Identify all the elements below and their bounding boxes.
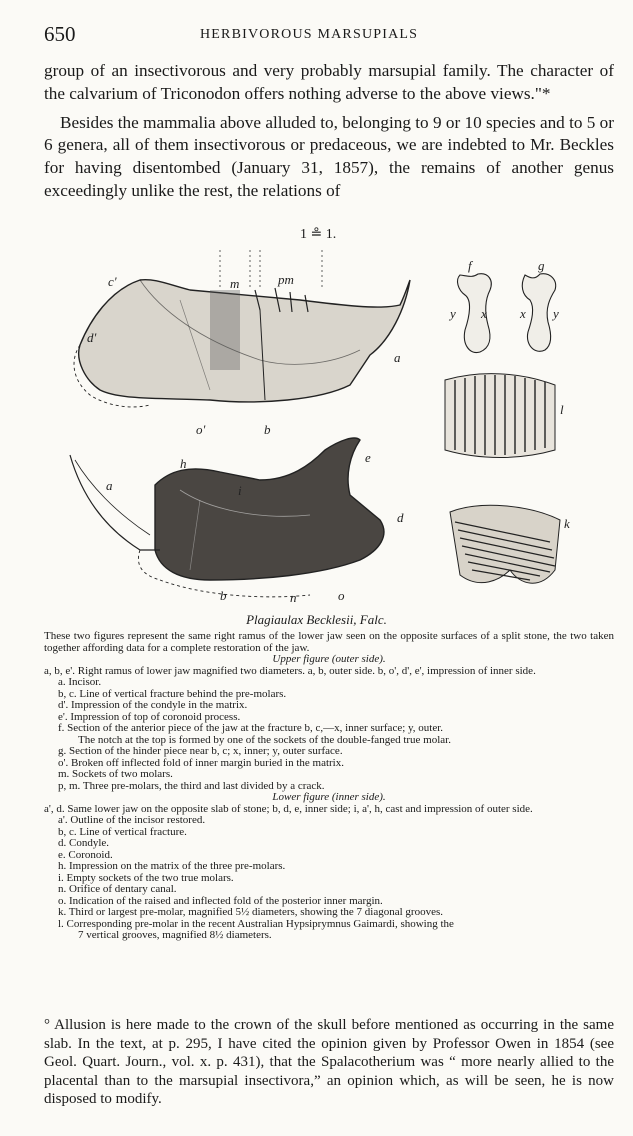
legend-item: 7 vertical grooves, magnified 8½ diameters.: [78, 929, 272, 941]
legend-item: e. Coronoid.: [58, 848, 113, 861]
label-pm: pm: [278, 272, 294, 287]
legend-item: m. Sockets of two molars.: [58, 768, 173, 780]
label-o: o: [338, 588, 345, 603]
label-f: f: [468, 258, 472, 273]
legend-item: a. Incisor.: [58, 676, 102, 688]
legend-item: l. Corresponding pre-molar in the recent Australian Hypsiprymnus Gaimardi, showing the: [58, 917, 454, 930]
label-x-1: x: [481, 306, 487, 321]
label-e: e: [365, 450, 371, 465]
legend-item: b, c. Line of vertical fracture.: [58, 825, 187, 838]
label-d: d: [397, 510, 404, 525]
label-m: m: [230, 276, 240, 291]
label-b-lower: b: [220, 588, 227, 603]
legend-item: i. Empty sockets of the two true molars.: [58, 871, 234, 884]
label-i: i: [238, 483, 242, 498]
body-text: [44, 60, 614, 203]
section-diagrams: [458, 274, 556, 353]
label-n: n: [290, 590, 297, 605]
legend-item: o. Indication of the raised and inflected fold of the posterior inner margin.: [58, 894, 383, 907]
legend-upper-heading: Upper figure (outer side).: [272, 653, 386, 665]
legend-item: The notch at the top is formed by one of the sockets of the double-fanged true molar.: [78, 733, 451, 746]
label-o-prime: o': [196, 422, 206, 437]
legend-lower-main: a', d. Same lower jaw on the opposite slab of stone; b, d, e, inner side; i, a', h, cast and impression of outer side.: [44, 802, 533, 815]
lower-jaw-drawing: [70, 438, 384, 597]
legend-intro: These two figures represent the same right ramus of the lower jaw seen on the opposite surfaces of a split stone, the two taken together affording data for a complete restoration of the jaw.: [44, 630, 614, 654]
label-c-prime: c': [108, 274, 117, 289]
label-x-2: x: [520, 306, 526, 321]
label-k: k: [564, 516, 570, 531]
legend-item: o'. Broken off inflected fold of inner margin buried in the matrix.: [58, 756, 344, 769]
legend-item: f. Section of the anterior piece of the jaw at the fracture b, c,—x, inner surface; y, outer.: [58, 722, 444, 734]
label-d-prime: d': [87, 330, 97, 345]
legend-upper-main: a, b, e'. Right ramus of lower jaw magnified two diameters. a, b, outer side. b, o', d', e', impression of inner side.: [44, 664, 536, 677]
label-y-1: y: [450, 306, 456, 321]
legend-item: d'. Impression of the condyle in the matrix.: [58, 699, 248, 711]
label-h: h: [180, 456, 187, 471]
legend-item: a'. Outline of the incisor restored.: [58, 814, 206, 826]
figure-plagiaulax: [60, 250, 580, 610]
legend-item: e'. Impression of top of coronoid process.: [58, 710, 241, 723]
legend-item: b, c. Line of vertical fracture behind the pre-molars.: [58, 687, 287, 700]
label-a-lower: a: [106, 478, 113, 493]
figure-caption-title: Plagiaulax Becklesii, Falc.: [246, 612, 387, 627]
page-number: 650: [44, 22, 76, 46]
tooth-l-drawing: [445, 374, 555, 458]
label-a-upper: a: [394, 350, 401, 365]
label-y-2: y: [553, 306, 559, 321]
upper-jaw-drawing: [74, 250, 410, 407]
running-title: HERBIVOROUS MARSUPIALS: [200, 27, 419, 42]
paragraph-1: group of an insectivorous and very probably marsupial family. The character of the calvarium of Triconodon offers nothing adverse to the above views."*: [44, 61, 614, 103]
legend-item: n. Orifice of dentary canal.: [58, 883, 177, 895]
footnote-text: ° Allusion is here made to the crown of the skull before mentioned as occurring in the same slab. In the text, at p. 295, I have cited the opinion given by Professor Owen in 1854 (see Geol. Quart. Journ., vol. x. p. 431), that the Spalacotherium was “ more nearly allied to the placental than to the marsupial insectivora,” an opinion which, as will be seen, he is now disposed to modify.: [44, 1017, 614, 1107]
footnote: [44, 1016, 614, 1109]
legend-item: g. Section of the hinder piece near b, c; x, inner; y, outer surface.: [58, 745, 343, 757]
label-b-upper: b: [264, 422, 271, 437]
figure-legend: [44, 631, 614, 942]
legend-item: k. Third or largest pre-molar, magnified 5½ diameters, showing the 7 diagonal grooves.: [58, 906, 443, 918]
tooth-k-drawing: [450, 505, 560, 583]
figure-reference: 1 ≗ 1.: [300, 227, 337, 242]
legend-lower-heading: Lower figure (inner side).: [272, 791, 386, 803]
legend-item: p, m. Three pre-molars, the third and last divided by a crack.: [58, 779, 325, 792]
paragraph-2: Besides the mammalia above alluded to, belonging to 9 or 10 species and to 5 or 6 genera, all of them insectivorous or predaceous, we are indebted to Mr. Beckles for having disentombed (January 31, 1857), the remains of another genus exceedingly unlike the rest, the relations of: [44, 112, 614, 200]
legend-item: d. Condyle.: [58, 837, 110, 849]
legend-item: h. Impression on the matrix of the three pre-molars.: [58, 860, 286, 872]
label-g: g: [538, 258, 545, 273]
label-l: l: [560, 402, 564, 417]
